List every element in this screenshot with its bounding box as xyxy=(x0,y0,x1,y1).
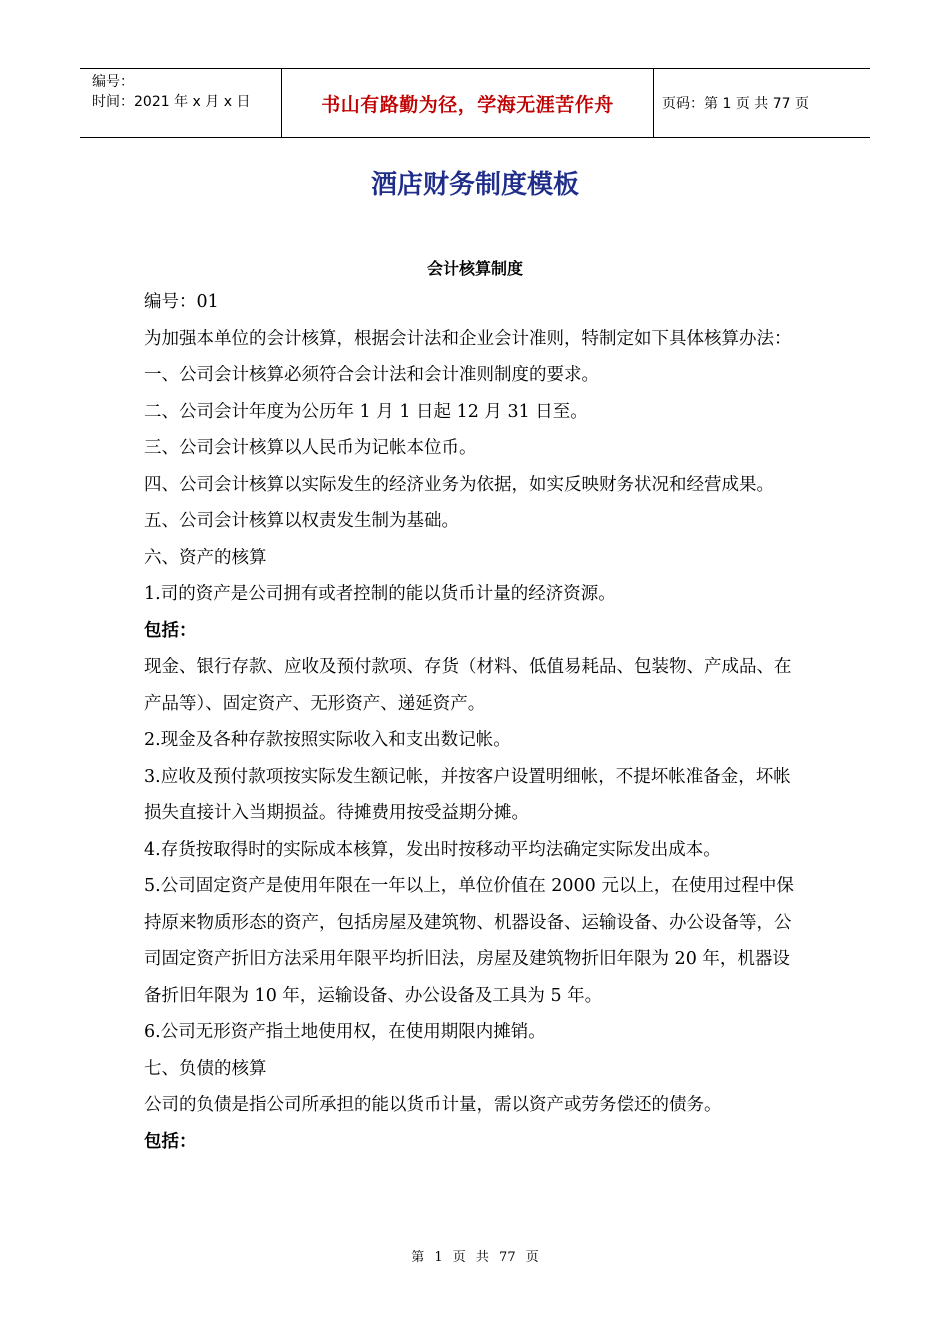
time-label: 时间：2021 年 x 月 x 日 xyxy=(92,94,251,110)
paragraph: 二、公司会计年度为公历年 1 月 1 日起 12 月 31 日至。 xyxy=(144,401,588,422)
paragraph: 包括： xyxy=(144,1131,197,1152)
motto: 书山有路勤为径，学海无涯苦作舟 xyxy=(282,69,654,137)
header-meta-cell xyxy=(80,69,282,137)
document-body xyxy=(144,284,804,1160)
document-title: 酒店财务制度模板 xyxy=(370,170,579,200)
paragraph: 为加强本单位的会计核算，根据会计法和企业会计准则，特制定如下具体核算办法： xyxy=(144,328,792,349)
page-footer: 第 1 页 共 77 页 xyxy=(411,1250,539,1265)
paragraph: 编号：01 xyxy=(144,292,219,312)
paragraph: 4.存货按取得时的实际成本核算，发出时按移动平均法确定实际发出成本。 xyxy=(144,839,721,860)
page-info: 页码：第 1 页 共 77 页 xyxy=(662,96,809,112)
paragraph: 六、资产的核算 xyxy=(144,547,267,568)
number-label: 编号： xyxy=(92,74,134,90)
paragraph: 2.现金及各种存款按照实际收入和支出数记帐。 xyxy=(144,730,511,750)
paragraph: 四、公司会计核算以实际发生的经济业务为依据，如实反映财务状况和经营成果。 xyxy=(144,474,774,495)
paragraph: 五、公司会计核算以权责发生制为基础。 xyxy=(144,511,459,531)
paragraph: 公司的负债是指公司所承担的能以货币计量，需以资产或劳务偿还的债务。 xyxy=(144,1095,722,1115)
section-title: 会计核算制度 xyxy=(426,259,523,278)
header-table xyxy=(80,68,870,138)
paragraph: 3.应收及预付款项按实际发生额记帐，并按客户设置明细帐，不提坏帐准备金，坏帐损失直接计入当期损益。待摊费用按受益期分摊。 xyxy=(144,766,791,823)
paragraph: 现金、银行存款、应收及预付款项、存货（材料、低值易耗品、包装物、产成品、在产品等）、固定资产、无形资产、递延资产。 xyxy=(144,657,792,714)
paragraph: 三、公司会计核算以人民币为记帐本位币。 xyxy=(144,438,477,458)
paragraph: 1.司的资产是公司拥有或者控制的能以货币计量的经济资源。 xyxy=(144,584,616,604)
paragraph: 七、负债的核算 xyxy=(144,1058,267,1079)
paragraph: 包括： xyxy=(144,620,197,641)
paragraph: 5.公司固定资产是使用年限在一年以上，单位价值在 2000 元以上，在使用过程中保持原来物质形态的资产，包括房屋及建筑物、机器设备、运输设备、办公设备等，公司固定资产折旧方法采用年限平均折旧法，房屋及建筑物折旧年限为 20 年，机器设备折旧年限为 10 年，运输设备、办公设备及工具为 5 年。 xyxy=(144,876,794,1006)
paragraph: 一、公司会计核算必须符合会计法和会计准则制度的要求。 xyxy=(144,365,599,385)
paragraph: 6.公司无形资产指土地使用权，在使用期限内摊销。 xyxy=(144,1022,546,1042)
